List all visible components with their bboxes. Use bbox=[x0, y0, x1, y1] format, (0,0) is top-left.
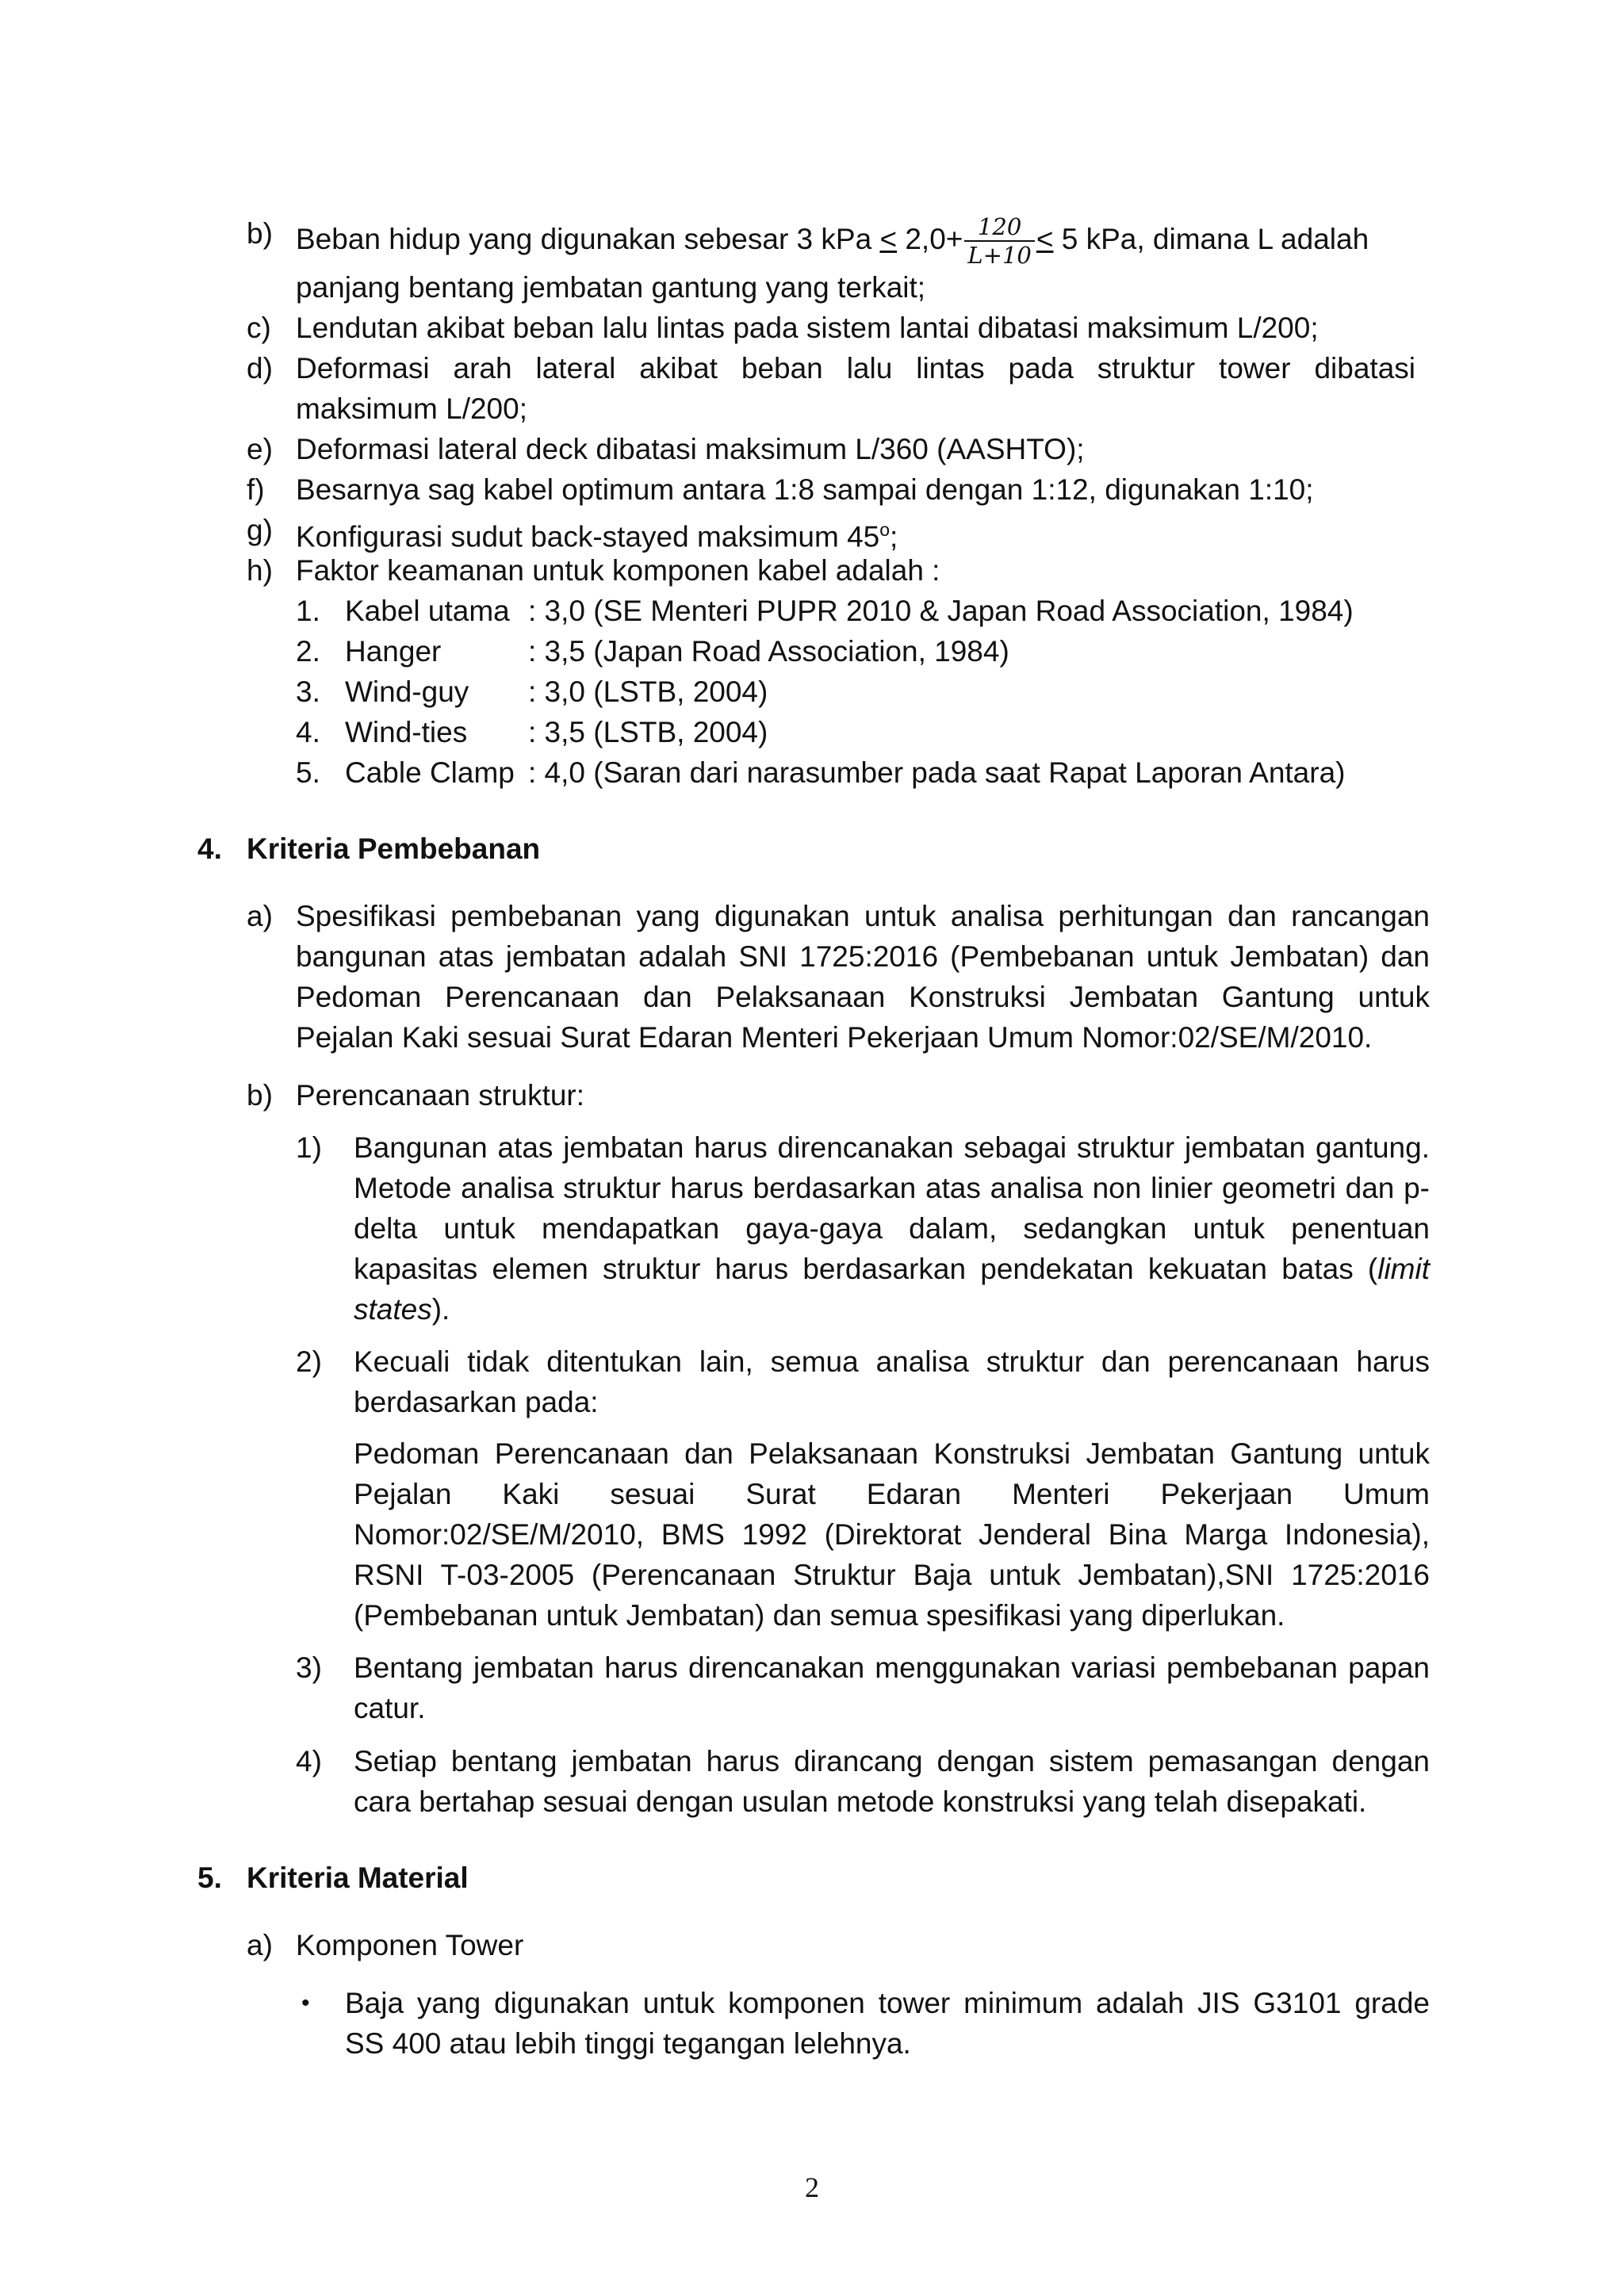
cable-label: Kabel utama bbox=[345, 595, 510, 627]
cable-label: Hanger bbox=[345, 635, 442, 668]
live-load-base: 2,0+ bbox=[897, 222, 963, 255]
cable-value: : 3,5 (Japan Road Association, 1984) bbox=[528, 635, 1009, 668]
list-marker-f: f) bbox=[247, 473, 265, 506]
bullet-icon: • bbox=[301, 1990, 310, 2016]
list-item-text: Deformasi lateral deck dibatasi maksimum L/360 (AASHTO); bbox=[296, 433, 1085, 465]
cable-value: : 3,5 (LSTB, 2004) bbox=[528, 716, 768, 748]
sub-marker: 5. bbox=[296, 756, 320, 789]
paragraph-line: Kecuali tidak ditentukan lain, semua analisa struktur dan perencanaan harus bbox=[354, 1345, 1430, 1378]
fraction-denominator: L+10 bbox=[967, 242, 1032, 269]
sub-marker: 3. bbox=[296, 675, 320, 708]
section-title: Kriteria Pembebanan bbox=[247, 832, 541, 865]
sub-marker: 4. bbox=[296, 716, 320, 748]
paragraph-line: cara bertahap sesuai dengan usulan metode konstruksi yang telah disepakati. bbox=[354, 1785, 1367, 1818]
numbered-marker: 1) bbox=[296, 1131, 322, 1164]
section-number: 4. bbox=[197, 832, 222, 865]
list-item-text: Komponen Tower bbox=[296, 1929, 524, 1961]
sub-marker: 1. bbox=[296, 595, 320, 627]
cable-value: : 3,0 (LSTB, 2004) bbox=[528, 675, 768, 708]
paragraph-line: bangunan atas jembatan adalah SNI 1725:2016 (Pembebanan untuk Jembatan) dan bbox=[296, 940, 1430, 973]
degree-superscript: o bbox=[879, 519, 891, 540]
list-marker-b: b) bbox=[247, 1079, 273, 1112]
angle-end: ; bbox=[890, 520, 898, 553]
list-marker-c: c) bbox=[247, 312, 271, 344]
list-marker-a: a) bbox=[247, 1929, 273, 1961]
paragraph-line: Metode analisa struktur harus berdasarkan atas analisa non linier geometri dan p- bbox=[354, 1172, 1430, 1204]
page-number: 2 bbox=[805, 2172, 819, 2203]
paragraph-line bbox=[354, 1289, 1430, 1330]
states-end: ). bbox=[431, 1293, 450, 1326]
paragraph-line: Baja yang digunakan untuk komponen tower minimum adalah JIS G3101 grade bbox=[345, 1987, 1430, 2019]
paragraph-line: Pejalan Kaki sesuai Surat Edaran Menteri Pekerjaan Umum Nomor:02/SE/M/2010. bbox=[296, 1021, 1373, 1054]
section-title: Kriteria Material bbox=[247, 1862, 469, 1894]
paragraph-line: Setiap bentang jembatan harus dirancang dengan sistem pemasangan dengan bbox=[354, 1745, 1430, 1777]
paragraph-line: berdasarkan pada: bbox=[354, 1386, 599, 1418]
list-item-text: Faktor keamanan untuk komponen kabel adalah : bbox=[296, 554, 940, 587]
paragraph-line: Bentang jembatan harus direncanakan menggunakan variasi pembebanan papan bbox=[354, 1651, 1430, 1684]
live-load-fraction bbox=[964, 213, 1034, 269]
fraction-numerator: 120 bbox=[964, 213, 1034, 242]
cable-label: Wind-guy bbox=[345, 675, 469, 708]
list-marker-d: d) bbox=[247, 352, 273, 385]
live-load-line bbox=[296, 213, 1430, 269]
numbered-marker: 2) bbox=[296, 1345, 322, 1378]
paragraph-line: Pejalan Kaki sesuai Surat Edaran Menteri Pekerjaan Umum bbox=[354, 1478, 1430, 1510]
sub-marker: 2. bbox=[296, 635, 320, 668]
list-marker-a: a) bbox=[247, 900, 273, 932]
list-item-text: Besarnya sag kabel optimum antara 1:8 sampai dengan 1:12, digunakan 1:10; bbox=[296, 473, 1314, 506]
list-marker-g: g) bbox=[247, 514, 273, 546]
paragraph-line: delta untuk mendapatkan gaya-gaya dalam, sedangkan untuk penentuan bbox=[354, 1212, 1430, 1245]
list-item-text: panjang bentang jembatan gantung yang terkait; bbox=[296, 271, 926, 304]
list-item-text: Deformasi arah lateral akibat beban lalu lintas pada struktur tower dibatasi bbox=[296, 352, 1415, 385]
le-symbol: < bbox=[1036, 222, 1054, 255]
paragraph-line: Pedoman Perencanaan dan Pelaksanaan Konstruksi Jembatan Gantung untuk bbox=[354, 1437, 1430, 1470]
limit-states-pre: kapasitas elemen struktur harus berdasarkan pendekatan kekuatan batas ( bbox=[354, 1253, 1378, 1285]
paragraph-line: Spesifikasi pembebanan yang digunakan untuk analisa perhitungan dan rancangan bbox=[296, 900, 1430, 932]
numbered-marker: 3) bbox=[296, 1651, 322, 1684]
paragraph-line: Pedoman Perencanaan dan Pelaksanaan Konstruksi Jembatan Gantung untuk bbox=[296, 981, 1430, 1013]
paragraph-line: catur. bbox=[354, 1692, 426, 1724]
list-marker-h: h) bbox=[247, 554, 273, 587]
angle-text: Konfigurasi sudut back-stayed maksimum 45 bbox=[296, 520, 880, 553]
le-symbol: < bbox=[879, 222, 898, 255]
live-load-end: 5 kPa, dimana L adalah bbox=[1053, 222, 1369, 255]
limit-italic: limit bbox=[1377, 1253, 1430, 1285]
paragraph-line: RSNI T-03-2005 (Perencanaan Struktur Baja untuk Jembatan),SNI 1725:2016 bbox=[354, 1559, 1430, 1591]
list-marker-e: e) bbox=[247, 433, 273, 465]
cable-label: Cable Clamp bbox=[345, 756, 515, 789]
paragraph-line bbox=[354, 1249, 1430, 1289]
cable-value: : 4,0 (Saran dari narasumber pada saat Rapat Laporan Antara) bbox=[528, 756, 1346, 789]
live-load-text: Beban hidup yang digunakan sebesar 3 kPa bbox=[296, 222, 880, 255]
paragraph-line: (Pembebanan untuk Jembatan) dan semua spesifikasi yang diperlukan. bbox=[354, 1599, 1285, 1632]
states-italic: states bbox=[354, 1293, 432, 1326]
paragraph-line: Nomor:02/SE/M/2010, BMS 1992 (Direktorat Jenderal Bina Marga Indonesia), bbox=[354, 1518, 1430, 1551]
paragraph-line: SS 400 atau lebih tinggi tegangan lelehnya. bbox=[345, 2027, 911, 2060]
numbered-marker: 4) bbox=[296, 1745, 322, 1777]
list-item-text: maksimum L/200; bbox=[296, 392, 527, 425]
section-number: 5. bbox=[197, 1862, 222, 1894]
list-item-text: Perencanaan struktur: bbox=[296, 1079, 585, 1112]
list-item-text: Lendutan akibat beban lalu lintas pada sistem lantai dibatasi maksimum L/200; bbox=[296, 312, 1319, 344]
cable-value: : 3,0 (SE Menteri PUPR 2010 & Japan Road Association, 1984) bbox=[528, 595, 1354, 627]
cable-label: Wind-ties bbox=[345, 716, 468, 748]
list-marker-b: b) bbox=[247, 217, 273, 250]
paragraph-line: Bangunan atas jembatan harus direncanakan sebagai struktur jembatan gantung. bbox=[354, 1131, 1430, 1164]
